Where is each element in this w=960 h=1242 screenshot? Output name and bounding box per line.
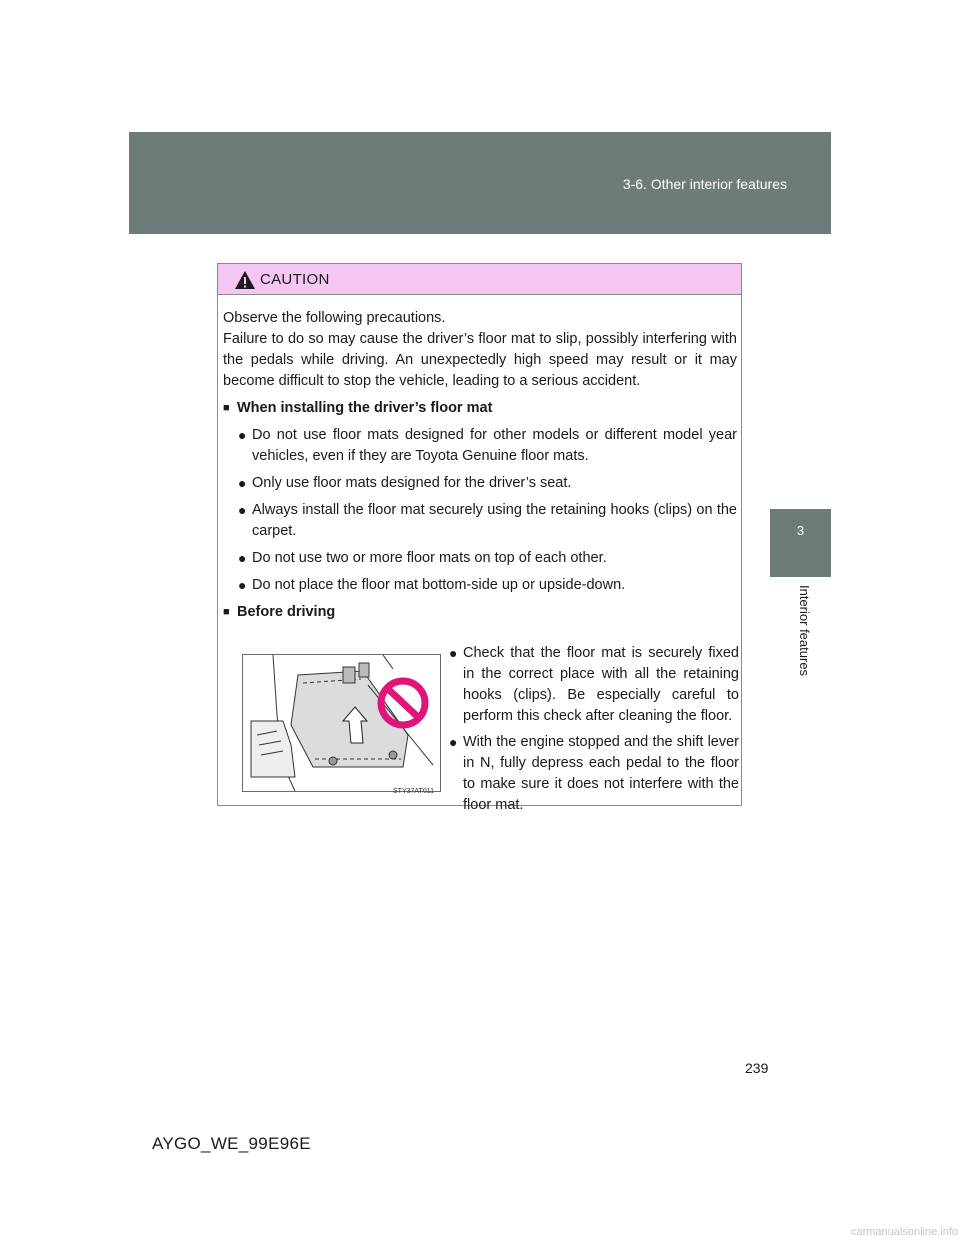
list-item: [449, 732, 739, 816]
chapter-label: Interior features: [797, 585, 812, 677]
bullet-icon: ●: [238, 427, 247, 443]
bullet-icon: ●: [449, 645, 458, 661]
list-item-text: With the engine stopped and the shift lever in N, fully depress each pedal to the floor to make sure it does not interfere with the floor mat.: [463, 734, 739, 813]
list-item-text: Only use floor mats designed for the driver’s seat.: [252, 475, 572, 491]
bullet-icon: ●: [238, 502, 247, 518]
caution-header: [218, 264, 741, 295]
document-code: AYGO_WE_99E96E: [152, 1134, 311, 1153]
caution-box: [217, 263, 742, 813]
bullet-icon: ●: [238, 577, 247, 593]
list-item: [449, 643, 739, 727]
caution-body: [218, 295, 741, 859]
list-item-text: Do not use two or more floor mats on top of each other.: [252, 550, 607, 566]
driving-section: [223, 629, 737, 859]
warning-triangle-icon: [234, 270, 256, 290]
list-item: [238, 500, 737, 542]
bullet-icon: ●: [238, 475, 247, 491]
list-item: [238, 575, 737, 596]
installing-heading-text: When installing the driver’s floor mat: [237, 400, 493, 416]
driving-heading-text: Before driving: [237, 604, 336, 620]
bullet-icon: ●: [449, 734, 458, 750]
square-bullet-icon: ■: [223, 606, 230, 618]
caution-intro-2: Failure to do so may cause the driver’s floor mat to slip, possibly interfering with the pedals while driving. An unexpectedly high speed may result or it may become difficult to stop the vehicle, leading to a serious accident.: [223, 331, 737, 389]
list-item-text: Always install the floor mat securely using the retaining hooks (clips) on the carpet.: [252, 502, 737, 539]
driving-heading: [223, 602, 737, 623]
installing-heading: [223, 398, 737, 419]
bullet-icon: ●: [238, 550, 247, 566]
chapter-tab: [770, 509, 831, 577]
caution-intro-1: Observe the following precautions.: [223, 310, 446, 326]
list-item-text: Do not use floor mats designed for other models or different model year vehicles, even if they are Toyota Genuine floor mats.: [252, 427, 737, 464]
list-item-text: Check that the floor mat is securely fixed in the correct place with all the retaining hooks (clips). Be especially careful to perform this check after cleaning the floor.: [463, 645, 739, 724]
illustration-code: STY37AT011: [393, 788, 434, 795]
caution-title: CAUTION: [260, 271, 330, 288]
floor-mat-illustration: [242, 654, 441, 795]
square-bullet-icon: ■: [223, 402, 230, 414]
watermark: carmanualsonline.info: [850, 1226, 958, 1238]
list-item: [238, 425, 737, 467]
driving-list: [449, 643, 739, 821]
list-item-text: Do not place the floor mat bottom-side up or upside-down.: [252, 577, 626, 593]
chapter-number: 3: [796, 523, 805, 538]
floor-mat-drawing: [243, 655, 440, 791]
page-number: 239: [745, 1060, 769, 1076]
list-item: [238, 548, 737, 569]
list-item: [238, 473, 737, 494]
section-title: 3-6. Other interior features: [622, 176, 787, 192]
header-band: [129, 132, 831, 234]
